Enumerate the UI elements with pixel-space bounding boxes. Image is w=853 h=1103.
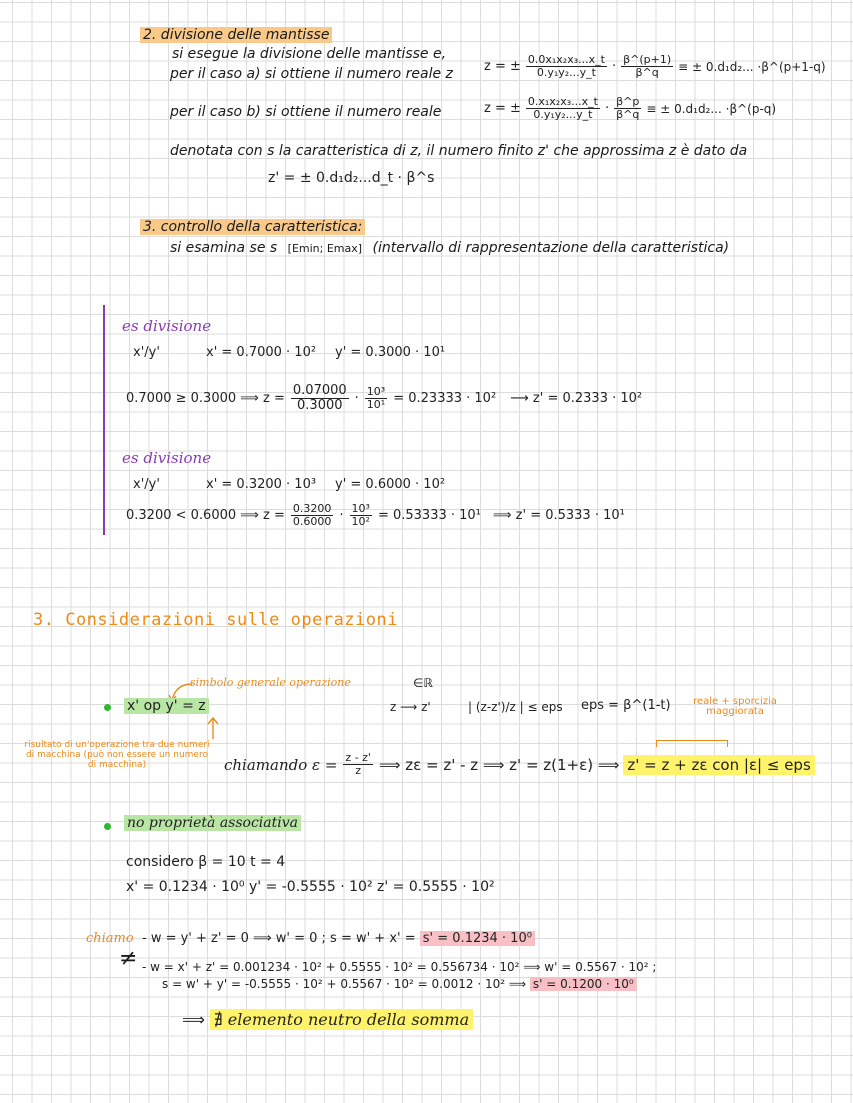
expr-op: x' op y' = z — [124, 698, 209, 714]
arrow: ⟹ — [182, 1010, 205, 1029]
fraction — [291, 503, 334, 528]
heading-divisione-mantisse: 2. divisione delle mantisse — [140, 27, 332, 43]
final-result: ⟶ z' = 0.2333 · 10² — [510, 391, 643, 407]
xy-label: x'/y' — [133, 477, 160, 492]
division-line — [126, 503, 625, 528]
formula-lhs: z = ± — [484, 59, 521, 75]
dot-op: · — [611, 59, 617, 75]
eps-def: eps = β^(1-t) — [581, 698, 671, 713]
conclusion: ∄ elemento neutro della somma — [210, 1009, 473, 1030]
bullet — [104, 823, 111, 830]
interval: [Emin; Emax] — [287, 242, 363, 255]
final-result: ⟹ z' = 0.5333 · 10¹ — [492, 508, 625, 524]
fraction-num: β^p — [616, 95, 640, 108]
dot-op: · — [604, 101, 610, 117]
fraction-num: 10³ — [366, 385, 386, 399]
y-value: y' = 0.6000 · 10² — [335, 477, 446, 492]
s-prime-2: s' = 0.1200 · 10⁰ — [530, 977, 637, 991]
fraction-den: β^q — [616, 108, 640, 122]
comparison: 0.7000 ≥ 0.3000 ⟹ z = — [126, 391, 285, 407]
example-bracket — [103, 305, 105, 535]
fraction-den: 0.6000 — [292, 515, 332, 529]
conclusion-line — [182, 1010, 473, 1029]
example-title: es divisione — [122, 317, 212, 335]
consider-line: considero β = 10 t = 4 — [126, 854, 286, 870]
fraction-num: 10³ — [351, 502, 370, 515]
fraction-num: 0.x₁x₂x₃...x_t — [527, 95, 598, 108]
fraction-den: 10² — [351, 515, 370, 529]
text-line — [170, 240, 729, 256]
bracket-icon — [656, 740, 728, 747]
section-title: 3. Considerazioni sulle operazioni — [33, 610, 398, 630]
heading-controllo-caratteristica: 3. controllo della caratteristica: — [140, 219, 365, 235]
note-real: reale + sporcizia maggiorata — [693, 696, 777, 717]
fraction-den: 10¹ — [366, 398, 386, 412]
formula-lhs: z = ± — [484, 101, 521, 117]
s-prime-1: s' = 0.1234 · 10⁰ — [420, 931, 535, 946]
dot-op: · — [339, 508, 344, 524]
fraction-den: 0.y₁y₂...y_t — [536, 66, 596, 80]
call-label: chiamo — [86, 931, 134, 946]
fraction-num: z - z' — [345, 751, 371, 764]
fraction — [291, 384, 349, 414]
relative-error: | (z-z')/z | ≤ eps — [468, 700, 563, 714]
in-r: ∈ℝ — [413, 676, 433, 690]
text-line: si esegue la divisione delle mantisse e, — [172, 46, 447, 62]
result: = 0.23333 · 10² — [393, 391, 497, 407]
z-arrow: z ⟶ z' — [390, 700, 431, 714]
formula-case-a — [484, 54, 826, 79]
fraction-num: β^(p+1) — [623, 53, 672, 66]
text-part: (intervallo di rappresentazione della caratteristica) — [372, 240, 730, 256]
result: = 0.53333 · 10¹ — [377, 508, 481, 524]
fraction-den: z — [355, 764, 362, 778]
neq-symbol: ≠ — [119, 946, 138, 971]
fraction-num: 0.07000 — [292, 383, 347, 398]
x-value: x' = 0.3200 · 10³ — [206, 477, 317, 492]
formula-case-b — [484, 96, 776, 121]
fraction — [614, 96, 641, 121]
fraction-den: β^q — [635, 66, 659, 80]
calling-line — [224, 752, 815, 777]
fraction — [526, 96, 600, 121]
x-value: x' = 0.7000 · 10² — [206, 345, 317, 360]
formula-rhs: ≡ ± 0.d₁d₂... ·β^(p+1-q) — [678, 59, 826, 74]
fraction-den: 0.y₁y₂...y_t — [533, 108, 593, 122]
values-line: x' = 0.1234 · 10⁰ y' = -0.5555 · 10² z' = 0.5555 · 10² — [126, 879, 495, 895]
arrow-up-icon — [206, 715, 220, 741]
assoc-line2: - w = x' + z' = 0.001234 · 10² + 0.5555 · 10² = 0.556734 · 10² ⟹ w' = 0.5567 · 10² ; — [142, 960, 657, 974]
text-line: per il caso b) si ottiene il numero reale — [170, 104, 442, 120]
comparison: 0.3200 < 0.6000 ⟹ z = — [126, 508, 285, 524]
example-title: es divisione — [122, 449, 212, 467]
assoc-title: no proprietà associativa — [124, 815, 301, 831]
fraction — [343, 752, 373, 777]
note-result: risultato di un'operazione tra due numeri di macchina (può non essere un numero di macchina) — [24, 740, 210, 770]
line-text: s = w' + y' = -0.5555 · 10² + 0.5567 · 10² = 0.0012 · 10² ⟹ — [162, 977, 527, 991]
line-text: - w = y' + z' = 0 ⟹ w' = 0 ; s = w' + x' = — [142, 931, 416, 946]
text-line: denotata con s la caratteristica di z, il numero finito z' che approssima z è dato da — [170, 143, 748, 159]
assoc-line3 — [162, 977, 637, 991]
fraction — [365, 386, 387, 411]
bullet — [104, 704, 111, 711]
fraction-den: 0.3000 — [297, 398, 343, 414]
dot-op: · — [354, 391, 359, 407]
text-line: per il caso a) si ottiene il numero reale z — [170, 66, 453, 82]
formula-rhs: ≡ ± 0.d₁d₂... ·β^(p-q) — [646, 101, 777, 116]
note-symbol: simbolo generale operazione — [190, 676, 351, 689]
y-value: y' = 0.3000 · 10¹ — [335, 345, 446, 360]
division-line — [126, 384, 642, 414]
formula-z-prime: z' = ± 0.d₁d₂...d_t · β^s — [268, 170, 435, 186]
assoc-line1 — [142, 931, 535, 946]
fraction-num: 0.3200 — [292, 502, 332, 515]
calling-text: chiamando ε = — [224, 755, 338, 774]
chain: ⟹ zε = z' - z ⟹ z' = z(1+ε) ⟹ — [378, 755, 620, 774]
boxed-result: z' = z + zε con |ε| ≤ eps — [623, 755, 814, 775]
fraction-num: 0.0x₁x₂x₃...x_t — [527, 53, 605, 66]
fraction — [621, 54, 673, 79]
text-part: si esamina se s — [170, 240, 278, 256]
fraction — [350, 503, 372, 528]
xy-label: x'/y' — [133, 345, 160, 360]
fraction — [526, 54, 607, 79]
